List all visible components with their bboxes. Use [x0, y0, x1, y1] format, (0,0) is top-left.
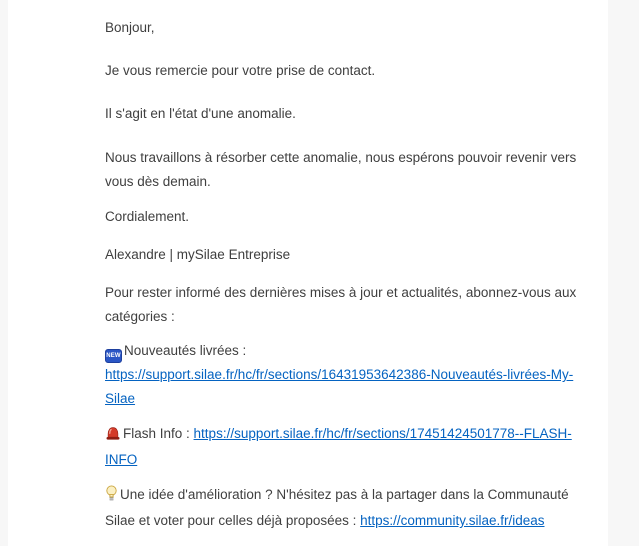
paragraph-thanks: Je vous remercie pour votre prise de contact.: [105, 63, 376, 78]
paragraph-nouveautes: [105, 339, 583, 411]
email-reading-pane: [8, 0, 608, 546]
signature-line: Alexandre | mySilae Entreprise: [105, 247, 291, 262]
paragraph-idea: [105, 483, 583, 533]
paragraph-signoff: Cordialement.: [105, 209, 190, 224]
idea-text: Une idée d'amélioration ? N'hésitez pas à la partager dans la Communauté Silae et voter pour celles déjà proposées :: [105, 487, 569, 528]
nouveautes-label: Nouveautés livrées :: [124, 343, 247, 358]
lightbulb-icon: [105, 485, 118, 509]
paragraph-working-on-it: Nous travaillons à résorber cette anomalie, nous espérons pouvoir revenir vers vous dès demain.: [105, 150, 577, 189]
paragraph-anomaly: Il s'agit en l'état d'une anomalie.: [105, 106, 296, 121]
siren-icon: [105, 424, 121, 448]
new-badge-icon: NEW: [105, 349, 122, 363]
nouveautes-link[interactable]: https://support.silae.fr/hc/fr/sections/16431953642386-Nouveautés-livrées-My-Silae: [105, 367, 574, 406]
paragraph-subscribe-intro: Pour rester informé des dernières mises à jour et actualités, abonnez-vous aux catégories :: [105, 285, 577, 324]
paragraph-greeting: Bonjour,: [105, 20, 155, 35]
idea-link[interactable]: https://community.silae.fr/ideas: [360, 513, 545, 528]
paragraph-flash-info: [105, 422, 583, 472]
flash-info-link[interactable]: https://support.silae.fr/hc/fr/sections/17451424501778--FLASH-INFO: [105, 426, 572, 467]
flash-info-label: Flash Info :: [123, 426, 194, 441]
